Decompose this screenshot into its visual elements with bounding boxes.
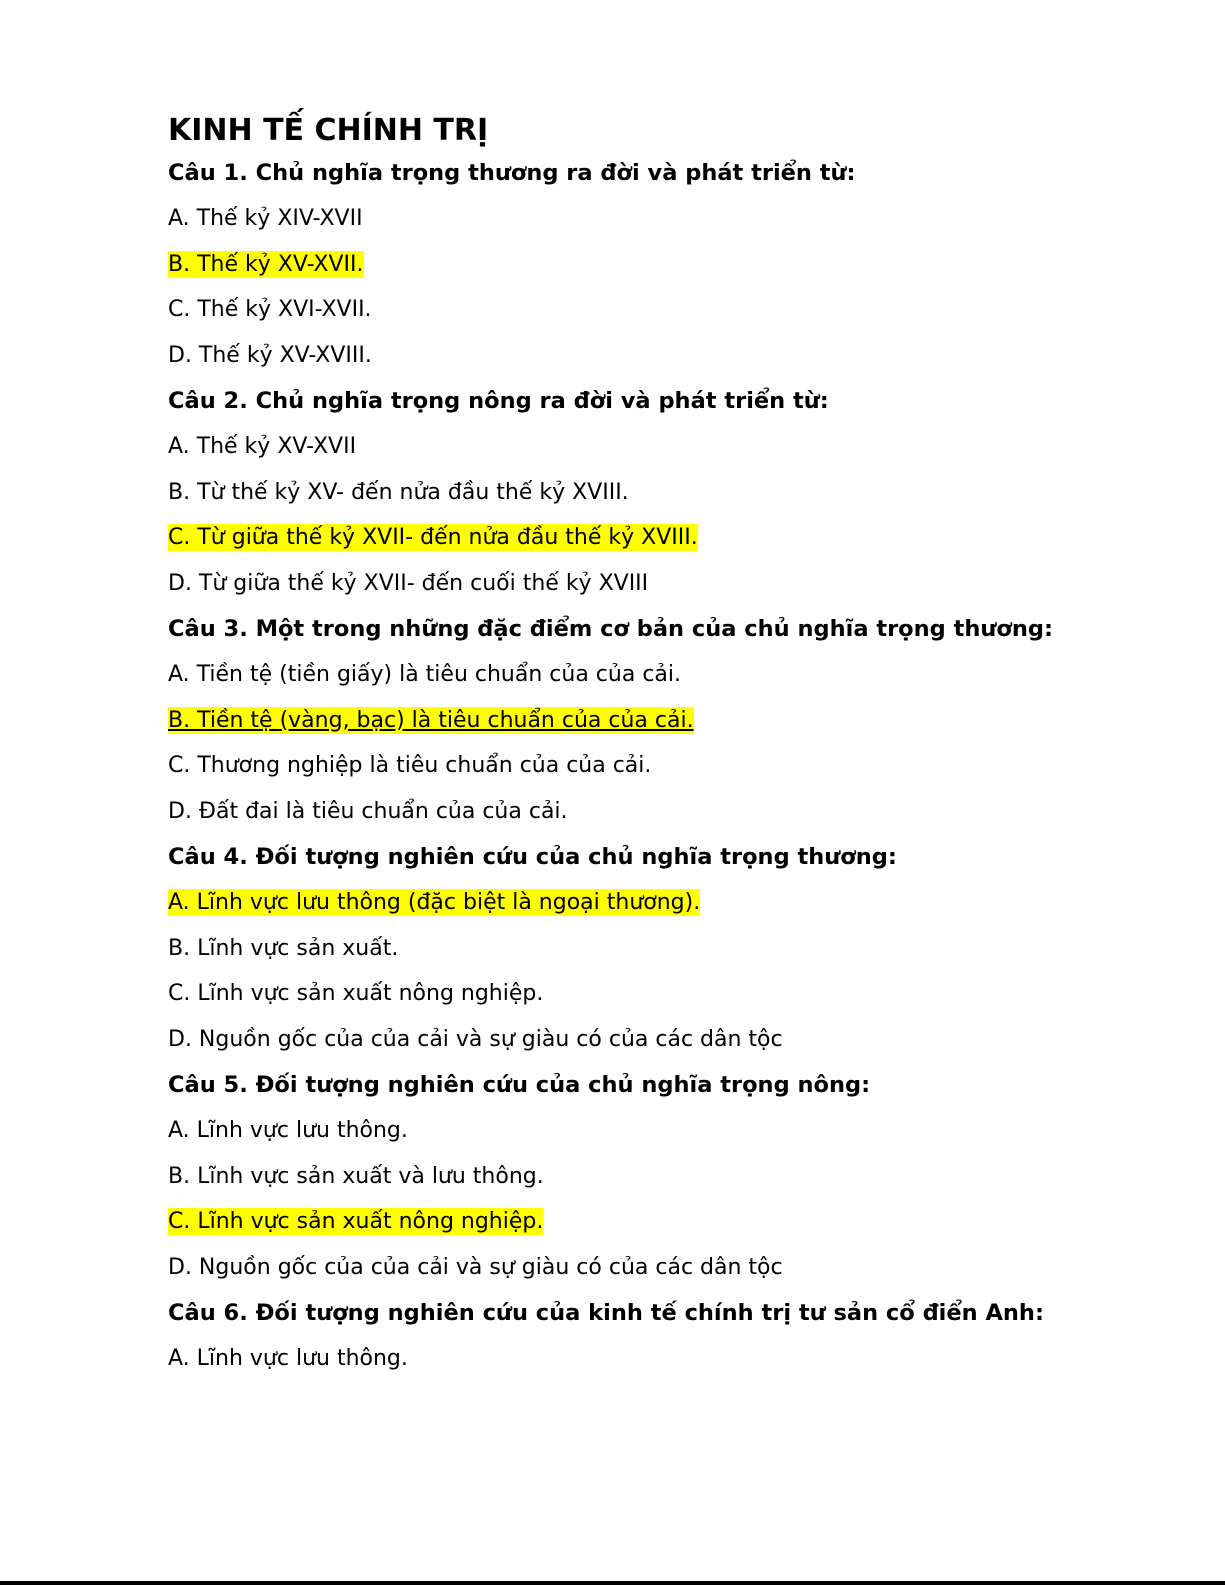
answer-text: A. Lĩnh vực lưu thông. — [168, 1346, 408, 1371]
question-3 — [168, 614, 1108, 827]
answer-option — [168, 1207, 1108, 1237]
answer-text: D. Thế kỷ XV-XVIII. — [168, 342, 372, 368]
answer-option — [168, 888, 1108, 918]
question-text: Câu 6. Đối tượng nghiên cứu của kinh tế chính trị tư sản cổ điển Anh: — [168, 1300, 1044, 1326]
question-text: Câu 4. Đối tượng nghiên cứu của chủ nghĩa trọng thương: — [168, 844, 897, 870]
answer-option — [168, 250, 1108, 280]
answer-text: B. Tiền tệ (vàng, bạc) là tiêu chuẩn của của cải. — [168, 707, 694, 733]
page-bottom-border — [0, 1581, 1225, 1585]
document-title: KINH TẾ CHÍNH TRỊ — [168, 113, 489, 148]
question-5 — [168, 1070, 1108, 1283]
answer-text: A. Tiền tệ (tiền giấy) là tiêu chuẩn của của cải. — [168, 662, 682, 687]
answer-option — [168, 341, 1108, 371]
question-6 — [168, 1298, 1108, 1374]
answer-option — [168, 432, 1108, 462]
answer-text: A. Lĩnh vực lưu thông (đặc biệt là ngoại thương). — [168, 890, 701, 915]
answer-option — [168, 478, 1108, 508]
question-text: Câu 3. Một trong những đặc điểm cơ bản của chủ nghĩa trọng thương: — [168, 616, 1053, 642]
answer-option — [168, 979, 1108, 1009]
question-text: Câu 2. Chủ nghĩa trọng nông ra đời và phát triển từ: — [168, 388, 829, 414]
question-4 — [168, 842, 1108, 1055]
answer-option — [168, 1162, 1108, 1192]
answer-option — [168, 660, 1108, 690]
answer-text: D. Nguồn gốc của của cải và sự giàu có của các dân tộc — [168, 1254, 783, 1280]
answer-text: C. Từ giữa thế kỷ XVII- đến nửa đầu thế kỷ XVIII. — [168, 525, 698, 550]
answer-text: D. Từ giữa thế kỷ XVII- đến cuối thế kỷ XVIII — [168, 570, 649, 596]
answer-option — [168, 523, 1108, 553]
answer-text: C. Lĩnh vực sản xuất nông nghiệp. — [168, 1209, 544, 1234]
answer-option — [168, 1025, 1108, 1055]
answer-text: A. Lĩnh vực lưu thông. — [168, 1118, 408, 1143]
question-1 — [168, 158, 1108, 371]
answer-option — [168, 751, 1108, 781]
answer-option — [168, 569, 1108, 599]
answer-text: A. Thế kỷ XV-XVII — [168, 434, 357, 459]
answer-option — [168, 934, 1108, 964]
answer-text: B. Thế kỷ XV-XVII. — [168, 251, 364, 277]
answer-text: B. Lĩnh vực sản xuất và lưu thông. — [168, 1163, 544, 1189]
answer-option — [168, 295, 1108, 325]
answer-option — [168, 1116, 1108, 1146]
answer-text: B. Từ thế kỷ XV- đến nửa đầu thế kỷ XVIII. — [168, 479, 629, 505]
answer-option — [168, 706, 1108, 736]
answer-option — [168, 797, 1108, 827]
answer-text: C. Lĩnh vực sản xuất nông nghiệp. — [168, 981, 544, 1006]
document-page — [168, 108, 1108, 1390]
answer-option — [168, 204, 1108, 234]
question-text: Câu 1. Chủ nghĩa trọng thương ra đời và phát triển từ: — [168, 160, 856, 186]
answer-text: A. Thế kỷ XIV-XVII — [168, 206, 363, 231]
answer-option — [168, 1253, 1108, 1283]
answer-text: D. Đất đai là tiêu chuẩn của của cải. — [168, 798, 568, 824]
answer-text: C. Thế kỷ XVI-XVII. — [168, 297, 372, 322]
answer-text: D. Nguồn gốc của của cải và sự giàu có của các dân tộc — [168, 1026, 783, 1052]
question-2 — [168, 386, 1108, 599]
question-text: Câu 5. Đối tượng nghiên cứu của chủ nghĩa trọng nông: — [168, 1072, 871, 1098]
answer-option — [168, 1344, 1108, 1374]
answer-text: B. Lĩnh vực sản xuất. — [168, 935, 399, 961]
answer-text: C. Thương nghiệp là tiêu chuẩn của của cải. — [168, 753, 652, 778]
